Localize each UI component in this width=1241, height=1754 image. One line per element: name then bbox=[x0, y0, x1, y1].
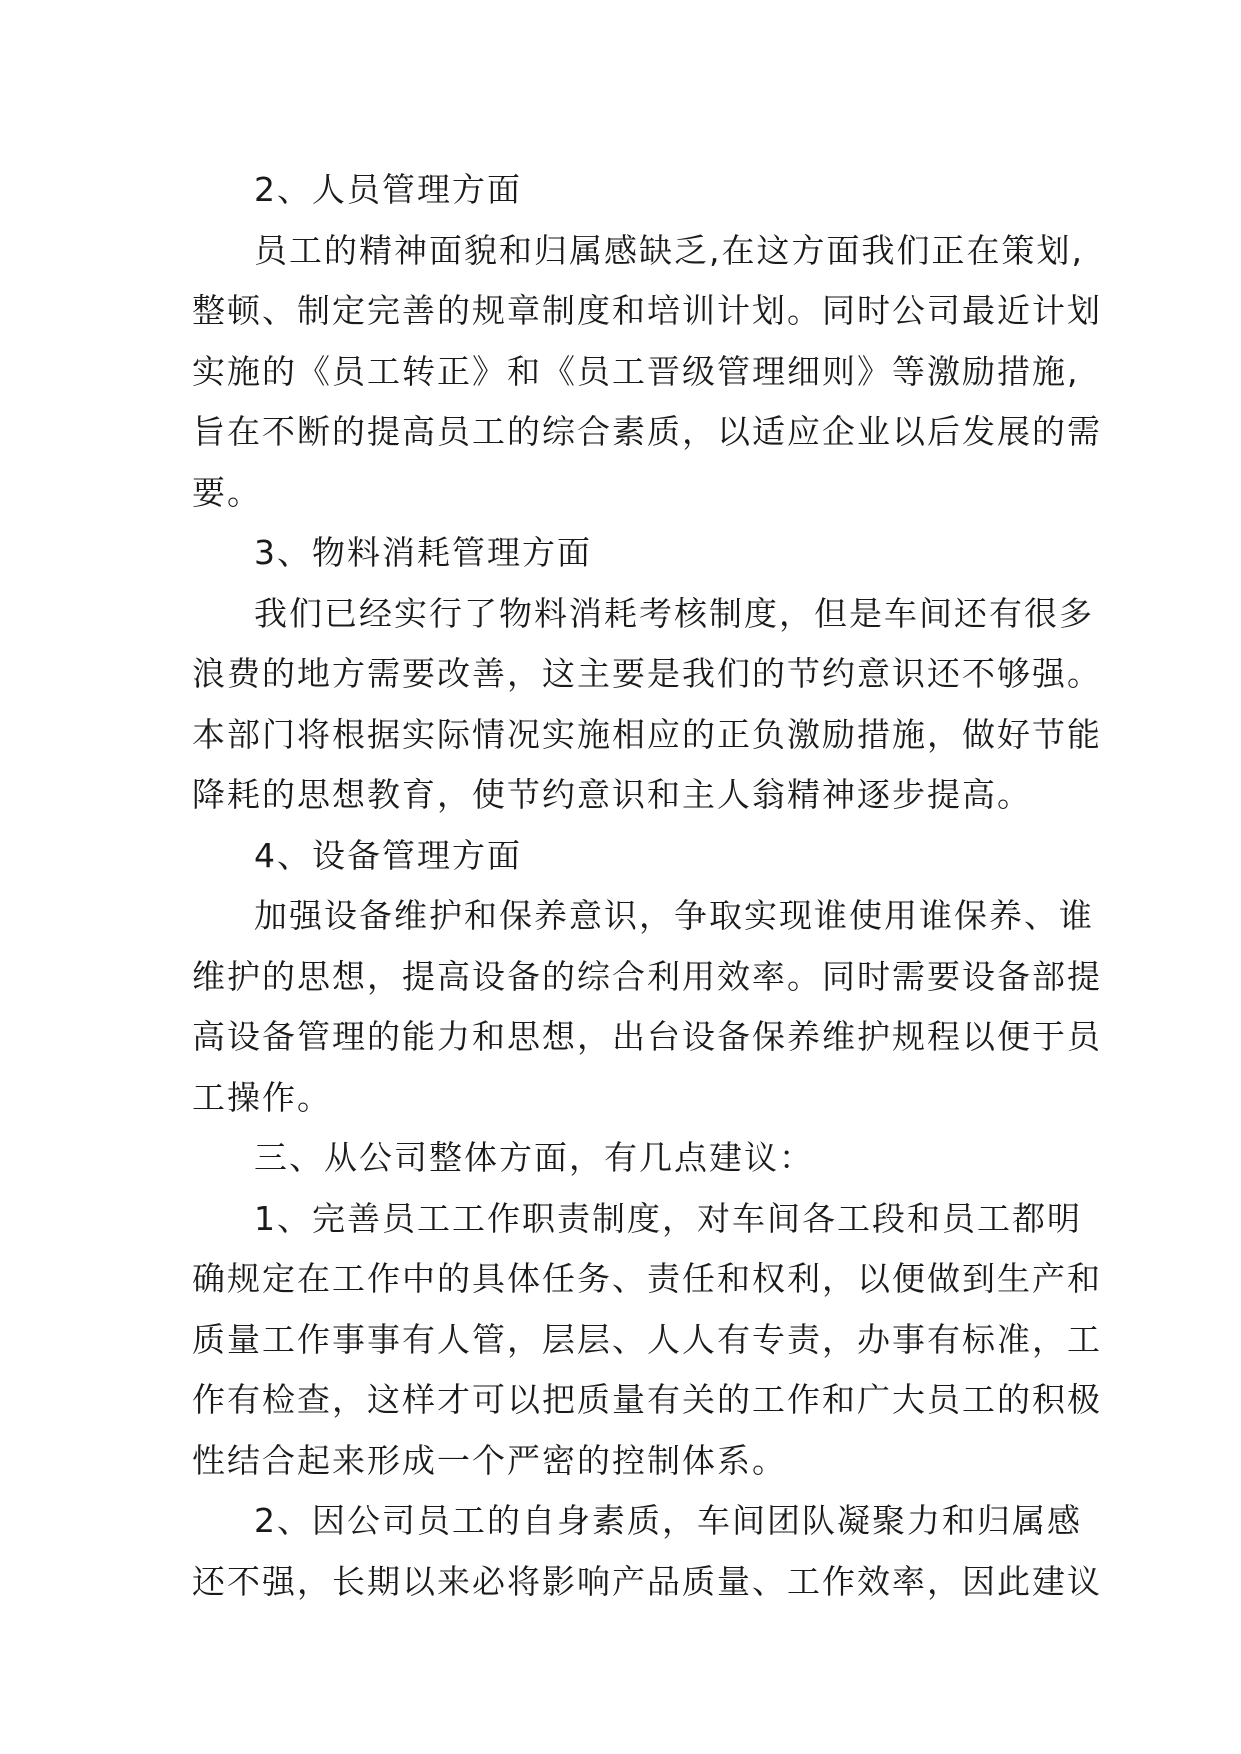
paragraph-line: 浪费的地方需要改善，这主要是我们的节约意识还不够强。 bbox=[192, 654, 1102, 693]
paragraph-line: 降耗的思想教育，使节约意识和主人翁精神逐步提高。 bbox=[192, 775, 1032, 814]
paragraph-line: 加强设备维护和保养意识，争取实现谁使用谁保养、谁 bbox=[254, 896, 1094, 935]
paragraph-line: 要。 bbox=[192, 472, 262, 512]
paragraph-line: 实施的《员工转正》和《员工晋级管理细则》等激励措施, bbox=[192, 351, 1080, 391]
paragraph-line: 维护的思想，提高设备的综合利用效率。同时需要设备部提 bbox=[192, 956, 1102, 996]
document-body bbox=[192, 160, 1112, 1612]
paragraph-line: 还不强，长期以来必将影响产品质量、工作效率，因此建议 bbox=[192, 1561, 1102, 1601]
paragraph-line: 本部门将根据实际情况实施相应的正负激励措施，做好节能 bbox=[192, 714, 1102, 754]
paragraph-line: 工操作。 bbox=[192, 1077, 332, 1117]
paragraph-line: 作有检查，这样才可以把质量有关的工作和广大员工的积极 bbox=[192, 1380, 1102, 1419]
paragraph-line: 性结合起来形成一个严密的控制体系。 bbox=[192, 1440, 787, 1480]
paragraph-line: 高设备管理的能力和思想，出台设备保养维护规程以便于员 bbox=[192, 1017, 1102, 1056]
paragraph-line: 我们已经实行了物料消耗考核制度，但是车间还有很多 bbox=[254, 593, 1094, 633]
section-heading-equipment: 4、设备管理方面 bbox=[254, 835, 522, 875]
section-heading-materials: 3、物料消耗管理方面 bbox=[254, 533, 592, 572]
paragraph-line: 质量工作事事有人管，层层、人人有专责，办事有标准，工 bbox=[192, 1319, 1102, 1359]
paragraph-line: 确规定在工作中的具体任务、责任和权利，以便做到生产和 bbox=[192, 1259, 1102, 1298]
section-heading-company: 三、从公司整体方面，有几点建议： bbox=[254, 1138, 814, 1177]
paragraph-line: 旨在不断的提高员工的综合素质，以适应企业以后发展的需 bbox=[192, 412, 1102, 451]
section-heading-personnel: 2、人员管理方面 bbox=[254, 170, 522, 209]
paragraph-line: 整顿、制定完善的规章制度和培训计划。同时公司最近计划 bbox=[192, 291, 1102, 330]
paragraph-line: 2、因公司员工的自身素质，车间团队凝聚力和归属感 bbox=[254, 1501, 1082, 1540]
paragraph-line: 员工的精神面貌和归属感缺乏,在这方面我们正在策划, bbox=[254, 230, 1084, 270]
paragraph-line: 1、完善员工工作职责制度，对车间各工段和员工都明 bbox=[254, 1198, 1082, 1238]
